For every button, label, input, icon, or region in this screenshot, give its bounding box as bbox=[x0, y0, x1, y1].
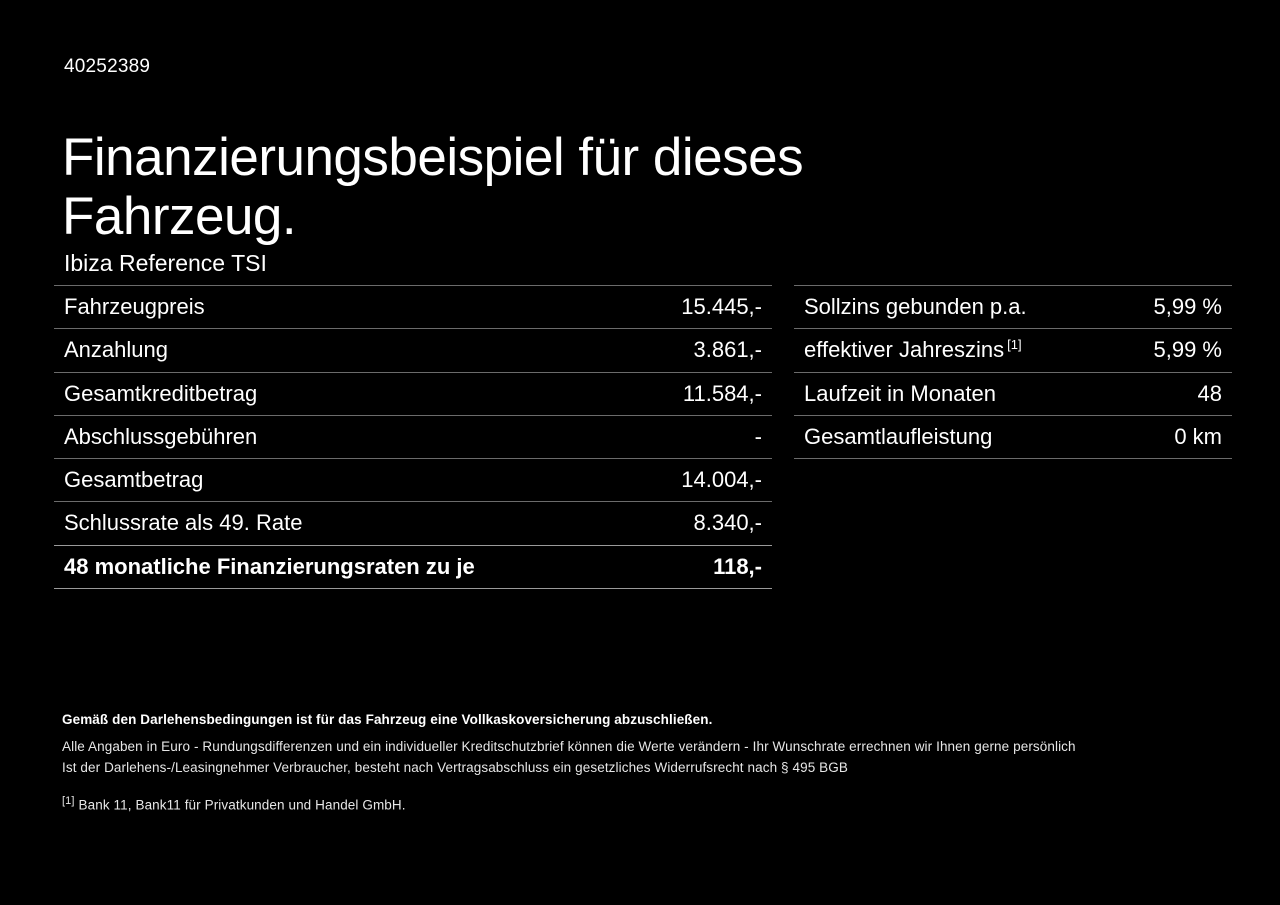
insurance-note: Gemäß den Darlehensbedingungen ist für das Fahrzeug eine Vollkaskoversicherung abzuschließen. bbox=[62, 712, 713, 727]
footnote-line-2: Ist der Darlehens-/Leasingnehmer Verbraucher, besteht nach Vertragsabschluss ein gesetzliches Widerrufsrecht nach § 495 BGB bbox=[62, 760, 848, 775]
financing-tables bbox=[54, 285, 1234, 589]
row-value: 5,99 % bbox=[1153, 337, 1222, 363]
table-row bbox=[794, 372, 1232, 415]
row-label: Laufzeit in Monaten bbox=[804, 380, 997, 406]
financing-table-terms bbox=[794, 285, 1232, 589]
row-value: 0 km bbox=[1174, 423, 1222, 449]
row-value: 118,- bbox=[713, 553, 762, 579]
row-label: Schlussrate als 49. Rate bbox=[64, 510, 303, 536]
row-value: 11.584,- bbox=[682, 380, 762, 406]
footnote-line-1: Alle Angaben in Euro - Rundungsdifferenzen und ein individueller Kreditschutzbrief können die Werte verändern - Ihr Wunschrate errechnen wir Ihnen gerne persönlich bbox=[62, 739, 1076, 754]
row-label: 48 monatliche Finanzierungsraten zu je bbox=[64, 553, 475, 579]
footnote-marker: [1] bbox=[1007, 336, 1022, 352]
table-row bbox=[54, 458, 772, 501]
page-title: Finanzierungsbeispiel für dieses Fahrzeug. bbox=[62, 127, 804, 246]
row-value: 14.004,- bbox=[681, 467, 762, 493]
table-row-monthly-rate bbox=[54, 545, 772, 589]
table-row bbox=[54, 372, 772, 415]
footnote-reference-1 bbox=[62, 795, 1222, 813]
row-label: Gesamtlaufleistung bbox=[804, 423, 993, 449]
row-label: Gesamtkreditbetrag bbox=[64, 380, 258, 406]
reference-id: 40252389 bbox=[64, 56, 151, 77]
row-value: 15.445,- bbox=[681, 294, 762, 319]
table-row bbox=[794, 415, 1232, 459]
row-label: Anzahlung bbox=[64, 337, 168, 363]
row-label: Fahrzeugpreis bbox=[64, 294, 205, 319]
table-row bbox=[794, 285, 1232, 328]
table-row bbox=[54, 501, 772, 544]
footnote-reference-text: Bank 11, Bank11 für Privatkunden und Handel GmbH. bbox=[78, 797, 406, 813]
row-label: effektiver Jahreszins [1] bbox=[804, 336, 1022, 363]
financing-table-primary bbox=[54, 285, 772, 589]
row-value: 8.340,- bbox=[693, 510, 762, 536]
footnote-marker: [1] bbox=[62, 795, 75, 807]
row-value: 5,99 % bbox=[1153, 294, 1222, 319]
vehicle-model-name: Ibiza Reference TSI bbox=[64, 250, 267, 276]
row-label: Sollzins gebunden p.a. bbox=[804, 294, 1027, 319]
row-value: 3.861,- bbox=[693, 337, 762, 363]
row-label: Abschlussgebühren bbox=[64, 423, 258, 449]
table-row bbox=[794, 328, 1232, 371]
table-row bbox=[54, 328, 772, 371]
row-label: Gesamtbetrag bbox=[64, 467, 204, 493]
footnotes-section bbox=[62, 712, 1222, 813]
row-value: - bbox=[754, 423, 762, 449]
row-value: 48 bbox=[1197, 380, 1222, 406]
table-row bbox=[54, 285, 772, 328]
table-row bbox=[54, 415, 772, 458]
